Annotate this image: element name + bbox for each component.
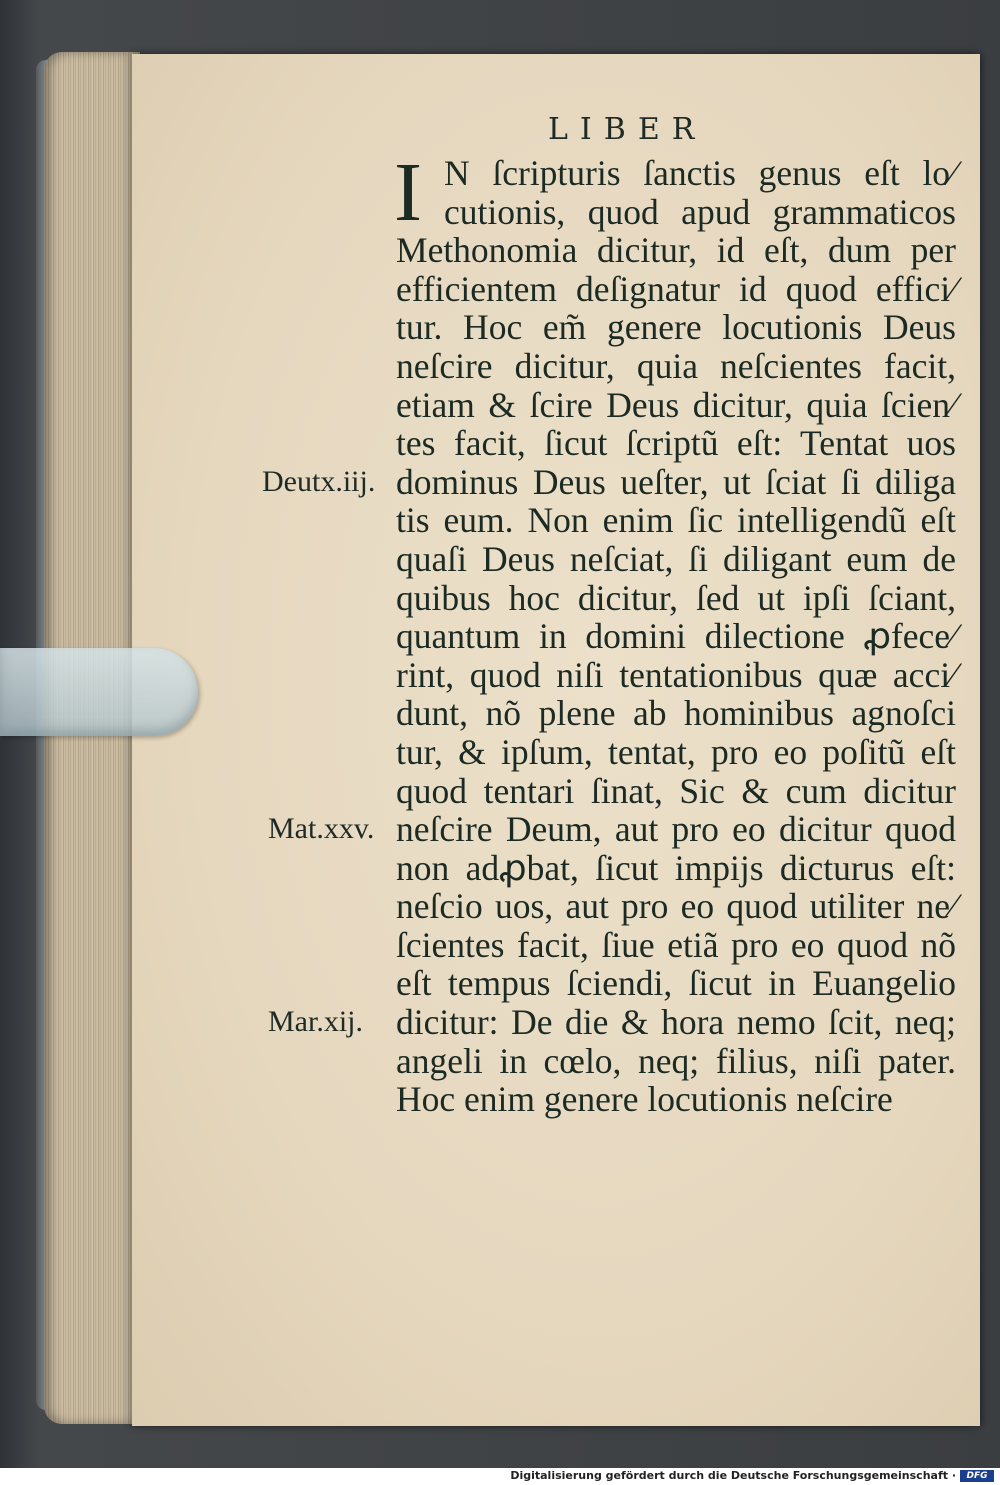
text-line: N ſcripturis ſanctis genus eſt lo⁄	[444, 153, 956, 193]
text-line: neſcire dicitur, quia neſcientes facit,	[396, 345, 956, 386]
text-line: non adꝓbat, ſicut impijs dicturus eſt:	[396, 847, 956, 888]
text-line: rint, quod niſi tentationibus quæ acci⁄	[396, 654, 956, 695]
text-line: tis eum. Non enim ſic intelligendũ eſt	[396, 500, 956, 541]
text-line: efficientem deſignatur id quod effici⁄	[396, 268, 956, 309]
text-line: tur. Hoc em̃ genere locutionis Deus	[396, 307, 956, 348]
text-line: quantum in domini dilectione ꝓfece⁄	[396, 616, 956, 657]
text-line: dominus Deus ueſter, ut ſciat ſi diliga	[396, 461, 956, 502]
page-edges	[44, 52, 140, 1424]
body-text	[394, 146, 956, 1120]
dfg-logo: DFG	[960, 1470, 994, 1482]
drop-cap: I	[394, 146, 422, 239]
marginal-note: Mar.xij.	[268, 1005, 363, 1039]
text-line: eſt tempus ſciendi, ſicut in Euangelio	[396, 963, 956, 1004]
text-line: cutionis, quod apud grammaticos	[444, 191, 956, 232]
text-line: neſcire Deum, aut pro eo dicitur quod	[396, 809, 956, 850]
marginal-note: Mat.xxv.	[268, 812, 375, 846]
text-line: Hoc enim genere locutionis neſcire	[396, 1079, 893, 1120]
text-line: neſcio uos, aut pro eo quod utiliter ne⁄	[396, 886, 956, 927]
text-line: quibus hoc dicitur, ſed ut ipſi ſciant,	[396, 577, 956, 618]
text-line: dunt, nõ plene ab hominibus agnoſci	[396, 693, 956, 734]
text-line: Methonomia dicitur, id eſt, dum per	[396, 230, 956, 271]
footer-credit: Digitalisierung gefördert durch die Deutsche Forschungsgemeinschaft ·	[510, 1469, 956, 1482]
page-clip	[0, 648, 198, 736]
text-line: quod tentari ſinat, Sic & cum dicitur	[396, 770, 956, 811]
text-line: dicitur: De die & hora nemo ſcit, neq;	[396, 1002, 956, 1043]
text-line: angeli in cœlo, neq; filius, niſi pater.	[396, 1040, 956, 1081]
text-line: tes facit, ſicut ſcriptũ eſt: Tentat uos	[396, 423, 956, 464]
running-head: LIBER	[548, 112, 707, 147]
text-line: quaſi Deus neſciat, ſi diligant eum de	[396, 538, 956, 579]
text-line: ſcientes facit, ſiue etiã pro eo quod nõ	[396, 924, 956, 965]
footer-bar	[0, 1468, 1000, 1485]
text-line: tur, & ipſum, tentat, pro eo poſitũ eſt	[396, 731, 956, 772]
marginal-note: Deutx.iij.	[262, 464, 376, 498]
text-line: etiam & ſcire Deus dicitur, quia ſcien⁄	[396, 384, 956, 425]
